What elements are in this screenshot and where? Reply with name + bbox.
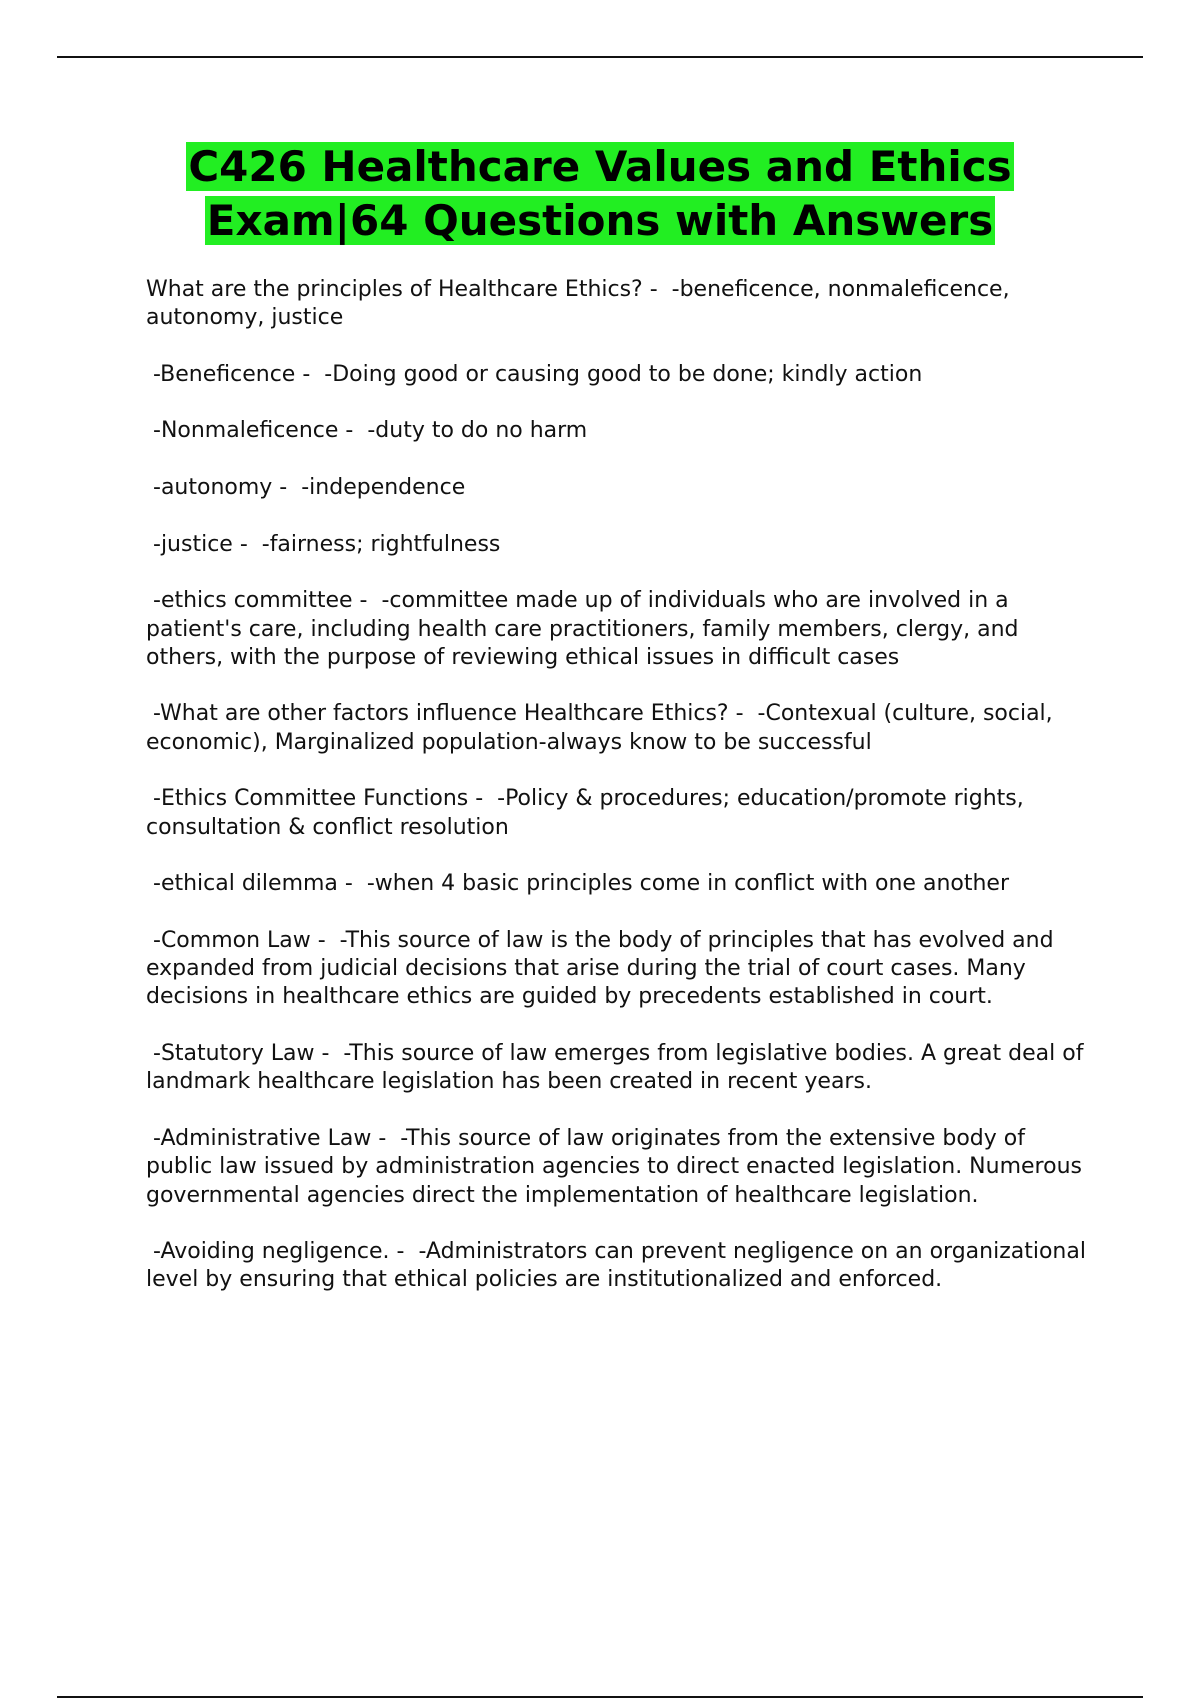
qa-separator: - xyxy=(314,1041,344,1067)
qa-term: -autonomy xyxy=(146,475,273,501)
qa-term: What are the principles of Healthcare Ethics? xyxy=(146,277,643,302)
qa-entry xyxy=(146,700,1096,757)
qa-definition: -duty to do no harm xyxy=(367,418,588,444)
qa-entry xyxy=(146,276,1096,333)
qa-term: -Beneficence xyxy=(146,361,296,387)
qa-definition: -Administrators can prevent negligence on an organizational level by ensuring that ethical policies are institutionalized and enforced. xyxy=(146,1239,1093,1293)
qa-entry xyxy=(146,1238,1096,1295)
qa-entry xyxy=(146,417,1096,445)
qa-separator: - xyxy=(728,701,758,727)
qa-separator: - xyxy=(389,1239,419,1265)
qa-term: -ethics committee xyxy=(146,588,353,614)
qa-term: -justice xyxy=(146,531,233,557)
qa-term: -Administrative Law xyxy=(146,1125,372,1151)
qa-definition: -committee made up of individuals who are involved in a patient's care, including health care practitioners, family members, clergy, and others, with the purpose of reviewing ethical issues in difficult cases xyxy=(146,588,1026,670)
qa-definition: -fairness; rightfulness xyxy=(261,531,501,557)
qa-entry xyxy=(146,361,1096,389)
qa-entry xyxy=(146,531,1096,559)
qa-definition: -Contexual (culture, social, economic), Marginalized population-always know to be successful xyxy=(146,701,1060,755)
qa-list xyxy=(146,276,1096,1323)
qa-entry xyxy=(146,587,1096,672)
qa-entry xyxy=(146,474,1096,502)
qa-entry xyxy=(146,785,1096,842)
qa-entry xyxy=(146,1040,1096,1097)
qa-separator: - xyxy=(295,361,325,387)
qa-separator: - xyxy=(338,418,368,444)
qa-definition: -This source of law emerges from legislative bodies. A great deal of landmark healthcare legislation has been created in recent years. xyxy=(146,1041,1091,1095)
page-top-rule xyxy=(57,56,1143,58)
qa-definition: -when 4 basic principles come in conflict with one another xyxy=(366,871,1009,897)
qa-separator: - xyxy=(352,588,382,614)
qa-term: -Nonmaleficence xyxy=(146,418,339,444)
page-bottom-rule xyxy=(57,1696,1143,1698)
qa-entry xyxy=(146,927,1096,1012)
qa-definition: -independence xyxy=(301,475,466,501)
title-line-2: Exam|64 Questions with Answers xyxy=(206,196,994,245)
qa-term: -Avoiding negligence. xyxy=(146,1239,390,1265)
qa-separator: - xyxy=(642,277,672,302)
qa-definition: -Doing good or causing good to be done; kindly action xyxy=(324,361,923,387)
qa-definition: -This source of law originates from the extensive body of public law issued by administration agencies to direct enacted legislation. Numerous governmental agencies direct the implementation of healthcare legislation. xyxy=(146,1125,1089,1208)
qa-definition: -beneficence, nonmaleficence, autonomy, justice xyxy=(146,277,1017,331)
qa-separator: - xyxy=(232,531,262,557)
qa-separator: - xyxy=(337,871,367,897)
qa-separator: - xyxy=(371,1125,401,1151)
title-line-1: C426 Healthcare Values and Ethics xyxy=(188,142,1012,191)
qa-term: -Common Law xyxy=(146,927,311,953)
qa-term: -Statutory Law xyxy=(146,1041,315,1067)
qa-separator: - xyxy=(272,475,302,501)
qa-term: -Ethics Committee Functions xyxy=(146,786,469,812)
qa-separator: - xyxy=(468,786,498,812)
qa-term: -What are other factors influence Healthcare Ethics? xyxy=(146,701,729,727)
document-title xyxy=(60,140,1140,248)
qa-definition: -Policy & procedures; education/promote rights, consultation & conflict resolution xyxy=(146,786,1031,840)
qa-definition: -This source of law is the body of principles that has evolved and expanded from judicial decisions that arise during the trial of court cases. Many decisions in healthcare ethics are guided by precedents established in court. xyxy=(146,927,1061,1010)
qa-term: -ethical dilemma xyxy=(146,871,338,897)
qa-separator: - xyxy=(310,927,340,953)
qa-entry xyxy=(146,1125,1096,1210)
qa-entry xyxy=(146,870,1096,898)
